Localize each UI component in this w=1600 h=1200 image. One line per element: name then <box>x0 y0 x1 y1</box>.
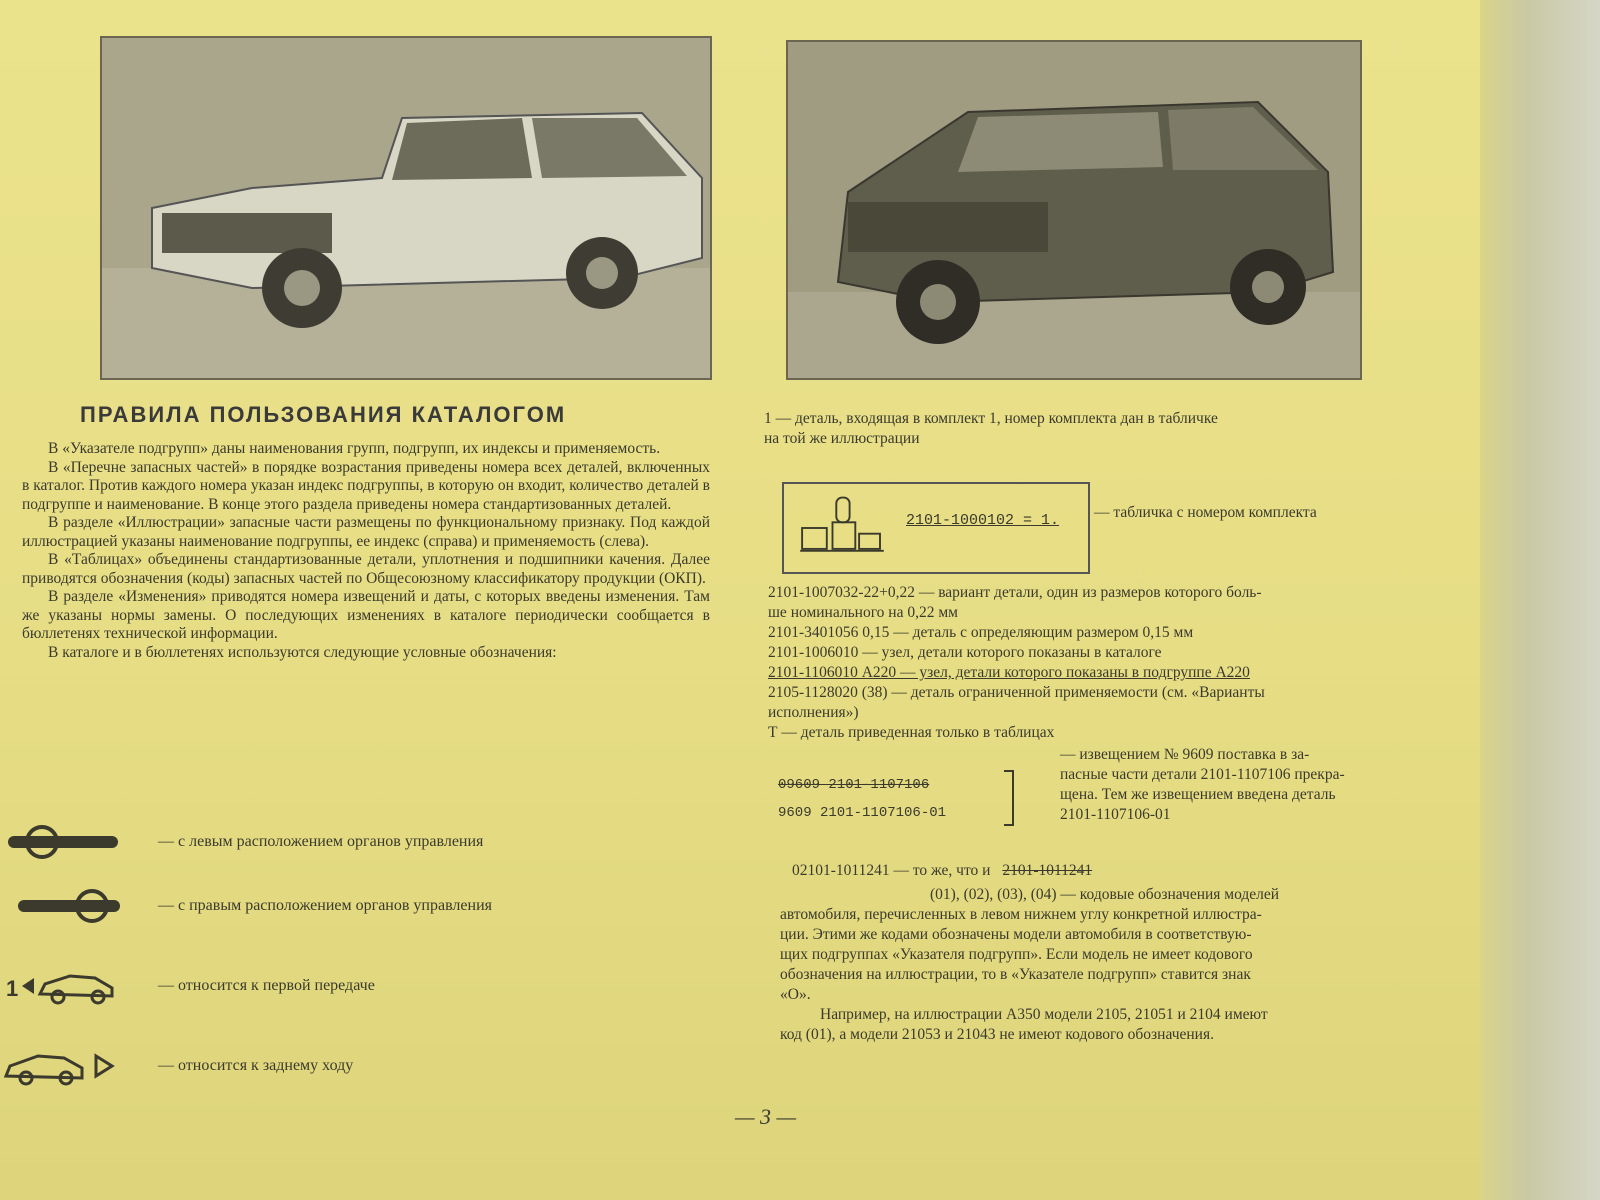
symbol-reverse <box>0 1046 720 1086</box>
codes-line: (01), (02), (03), (04) — кодовые обозначения моделей <box>930 886 1280 903</box>
legend-line: исполнения») <box>768 704 859 721</box>
notice-text: щена. Тем же извещением введена деталь <box>1060 786 1336 803</box>
symbol-right-steering <box>0 886 720 926</box>
notice-old-value: 09609 2101-1107106 <box>778 777 930 793</box>
codes-line: обозначения на иллюстрации, то в «Указателе подгрупп» ставится знак <box>780 966 1251 983</box>
wagon-photo <box>786 40 1362 380</box>
same-as-code: 2101-1011241 <box>1002 862 1093 879</box>
codes-line: ции. Этими же кодами обозначены модели автомобиля в соответствую- <box>780 926 1252 943</box>
same-as-prefix: 02101-1011241 — то же, что и <box>792 862 991 879</box>
plate-caption: — табличка с номером комплекта <box>1094 504 1317 521</box>
paragraph: В «Указателе подгрупп» даны наименования групп, подгрупп, их индексы и применяемость. <box>48 440 661 457</box>
codes-line: щих подгруппах «Указателя подгрупп». Если модель не имеет кодового <box>780 946 1253 963</box>
kit-line-1: 1 — деталь, входящая в комплект 1, номер комплекта дан в табличке <box>764 410 1218 427</box>
kit-line-2: на той же иллюстрации <box>764 430 920 447</box>
svg-text:1: 1 <box>6 976 19 1001</box>
paragraph: В разделе «Иллюстрации» запасные части размещены по функциональному признаку. Под каждой иллюстрацией указаны наименование подгруппы, ее индекс (справа) и применяемость (слева). <box>22 514 710 550</box>
paragraph: В каталоге и в бюллетенях используются следующие условные обозначения: <box>48 643 557 661</box>
symbol-label: — с правым расположением органов управления <box>158 897 492 914</box>
left-steering-icon <box>0 822 150 862</box>
symbol-label: — относится к первой передаче <box>158 977 375 994</box>
symbol-first-gear <box>0 966 720 1006</box>
page-number: — 3 — <box>735 1104 797 1129</box>
notice-bracket <box>1004 770 1014 826</box>
page-title: ПРАВИЛА ПОЛЬЗОВАНИЯ КАТАЛОГОМ <box>80 402 567 427</box>
rules-text <box>22 440 710 662</box>
legend-line: ше номинального на 0,22 мм <box>768 604 958 621</box>
codes-line: «О». <box>780 986 811 1003</box>
paragraph: В «Перечне запасных частей» в порядке возрастания приведены номера всех деталей, включенных в каталог. Против каждого номера указан индекс подгруппы, в которую он входит, количество деталей в подгруппе и наименование. В конце этого раздела приведены номера стандартизованных деталей. <box>22 458 710 513</box>
codes-line: Например, на иллюстрации А350 модели 2105, 21051 и 2104 имеют <box>820 1006 1268 1023</box>
legend-line: 2105-1128020 (38) — деталь ограниченной применяемости (см. «Варианты <box>768 684 1265 701</box>
legend-line: 2101-1007032-22+0,22 — вариант детали, один из размеров которого боль- <box>768 584 1262 601</box>
right-steering-icon <box>0 886 150 926</box>
legend-line: 2101-3401056 0,15 — деталь с определяющим размером 0,15 мм <box>768 624 1194 641</box>
kit-parts-icon <box>792 490 892 566</box>
notice-code-old <box>778 776 929 794</box>
legend-line: 2101-1106010 А220 — узел, детали которого показаны в подгруппе А220 <box>768 664 1250 681</box>
notice-code-new: 9609 2101-1107106-01 <box>778 805 947 821</box>
symbol-label: — с левым расположением органов управления <box>158 833 484 850</box>
sedan-photo <box>100 36 712 380</box>
notice-text: — извещением № 9609 поставка в за- <box>1060 746 1310 763</box>
same-as-line <box>792 862 1092 880</box>
page-edge <box>1480 0 1600 1200</box>
first-gear-car-icon <box>0 966 150 1006</box>
notice-text: пасные части детали 2101-1107106 прекра- <box>1060 766 1345 783</box>
paragraph: В «Таблицах» объединены стандартизованные детали, уплотнения и подшипники качения. Далее приводятся обозначения (коды) запасных частей по Общесоюзному классификатору продукции (ОКП). <box>22 551 710 587</box>
plate-code: 2101-1000102 = 1. <box>906 512 1060 529</box>
notice-text: 2101-1107106-01 <box>1060 806 1171 823</box>
paragraph: В разделе «Изменения» приводятся номера извещений и даты, с которых введены изменения. Там же указаны нормы замены. О последующих изменениях в каталоге периодически сообщается в бюллетенях технической информации. <box>22 588 710 642</box>
codes-line: автомобиля, перечисленных в левом нижнем углу конкретной иллюстра- <box>780 906 1262 923</box>
kit-plate <box>782 482 1090 574</box>
symbol-left-steering <box>0 822 720 862</box>
reverse-car-icon <box>0 1046 150 1086</box>
codes-line: код (01), а модели 21053 и 21043 не имеют кодового обозначения. <box>780 1026 1214 1043</box>
legend-line: Т — деталь приведенная только в таблицах <box>768 724 1055 741</box>
symbol-label: — относится к заднему ходу <box>158 1057 354 1074</box>
legend-line: 2101-1006010 — узел, детали которого показаны в каталоге <box>768 644 1162 661</box>
